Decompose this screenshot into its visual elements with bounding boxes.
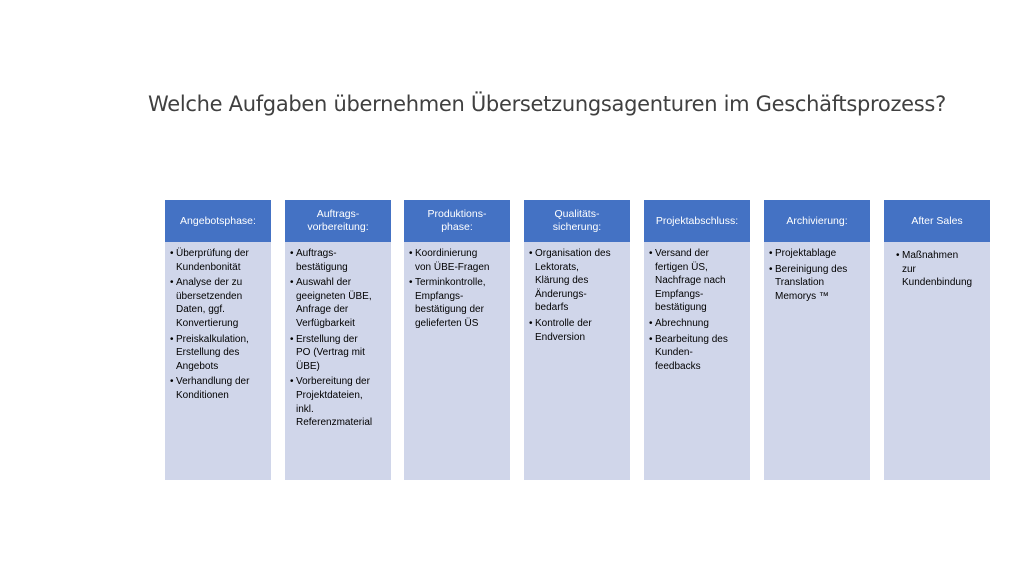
task-item: • Preiskalkulation, Erstellung des Angebots bbox=[170, 333, 267, 374]
task-item: • Überprüfung der Kundenbonität bbox=[170, 247, 267, 274]
task-item: • Versand der fertigen ÜS, Nachfrage nach Empfangs- bestätigung bbox=[649, 247, 746, 315]
phase-header: Archivierung: bbox=[764, 200, 870, 242]
phase-tasks bbox=[285, 242, 391, 480]
phase-tasks bbox=[404, 242, 510, 480]
task-item: • Vorbereitung der Projektdateien, inkl. Referenzmaterial bbox=[290, 375, 387, 429]
task-item: • Auswahl der geeigneten ÜBE, Anfrage der Verfügbarkeit bbox=[290, 276, 387, 330]
task-item: • Verhandlung der Konditionen bbox=[170, 375, 267, 402]
phase-header: Auftrags- vorbereitung: bbox=[285, 200, 391, 242]
task-item: • Organisation des Lektorats, Klärung des Änderungs- bedarfs bbox=[529, 247, 626, 315]
task-item: • Bereinigung des Translation Memorys ™ bbox=[769, 263, 866, 304]
phase-header: After Sales bbox=[884, 200, 990, 242]
phase-tasks bbox=[524, 242, 630, 480]
task-item: • Kontrolle der Endversion bbox=[529, 317, 626, 344]
task-item: • Projektablage bbox=[769, 247, 866, 261]
task-item: • Auftrags- bestätigung bbox=[290, 247, 387, 274]
phase-tasks bbox=[165, 242, 271, 480]
task-item: • Analyse der zu übersetzenden Daten, ggf. Konvertierung bbox=[170, 276, 267, 330]
task-item: • Abrechnung bbox=[649, 317, 746, 331]
task-item: • Koordinierung von ÜBE-Fragen bbox=[409, 247, 506, 274]
phase-tasks bbox=[644, 242, 750, 480]
task-item: • Bearbeitung des Kunden- feedbacks bbox=[649, 333, 746, 374]
phase-header: Projektabschluss: bbox=[644, 200, 750, 242]
phase-header: Produktions- phase: bbox=[404, 200, 510, 242]
task-item: • Terminkontrolle, Empfangs- bestätigung der gelieferten ÜS bbox=[409, 276, 506, 330]
phase-tasks bbox=[884, 242, 990, 480]
phase-header: Angebotsphase: bbox=[165, 200, 271, 242]
phase-header: Qualitäts- sicherung: bbox=[524, 200, 630, 242]
task-item: • Erstellung der PO (Vertrag mit ÜBE) bbox=[290, 333, 387, 374]
slide-title: Welche Aufgaben übernehmen Übersetzungsagenturen im Geschäftsprozess? bbox=[148, 92, 946, 116]
task-item: • Maßnahmen zur Kundenbindung bbox=[896, 249, 986, 290]
phase-tasks bbox=[764, 242, 870, 480]
